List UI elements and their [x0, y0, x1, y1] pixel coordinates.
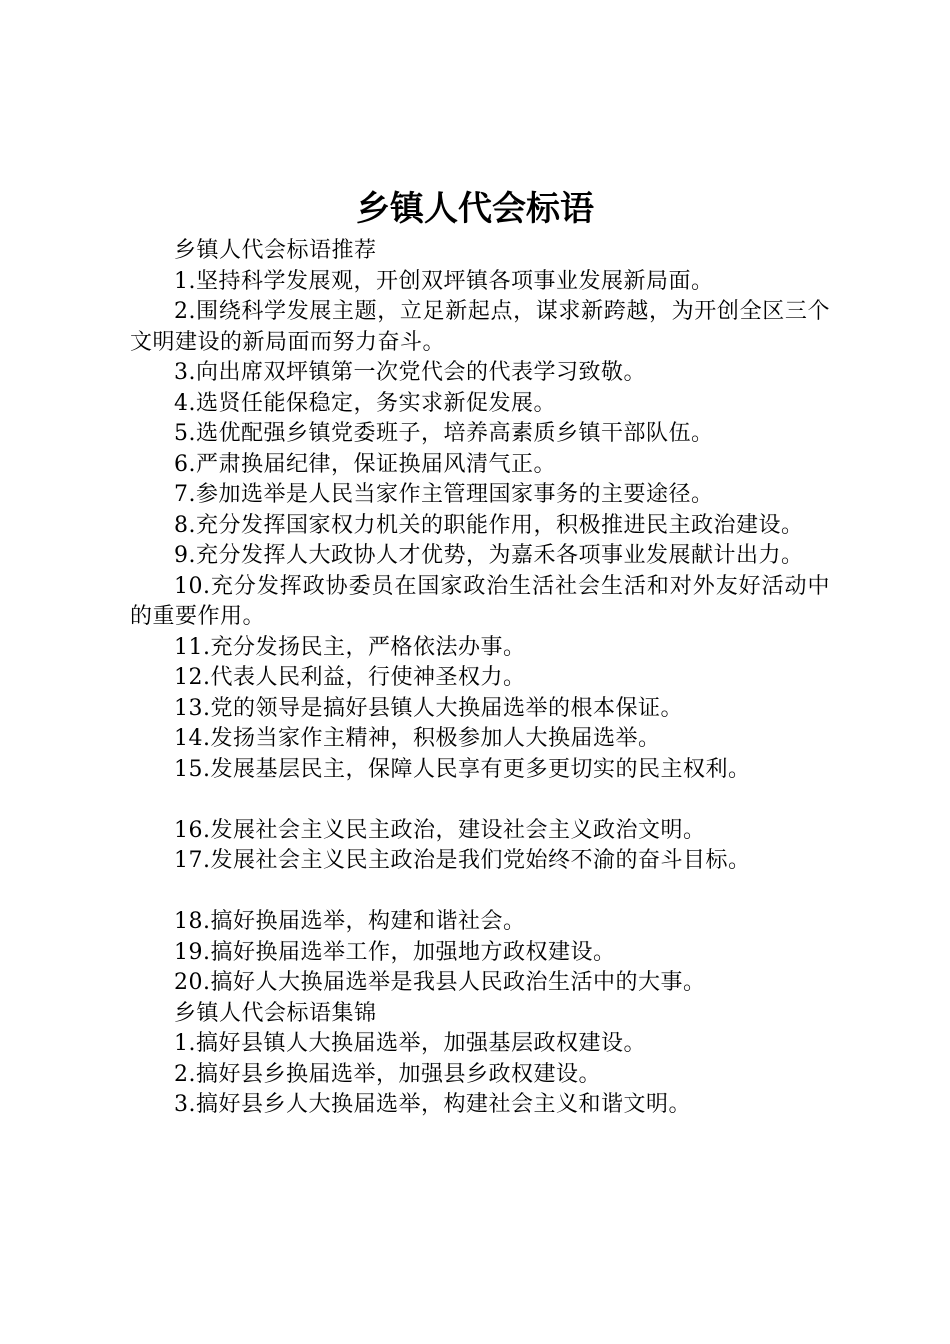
- paragraph: 9.充分发挥人大政协人才优势，为嘉禾各项事业发展献计出力。: [174, 543, 804, 568]
- document-title: 乡镇人代会标语: [356, 189, 594, 229]
- paragraph: 乡镇人代会标语集锦: [174, 1000, 377, 1026]
- paragraph: 15.发展基层民主，保障人民享有更多更切实的民主权利。: [174, 756, 751, 782]
- paragraph: 18.搞好换届选举，构建和谐社会。: [174, 909, 526, 934]
- paragraph: 20.搞好人大换届选举是我县人民政治生活中的大事。: [174, 970, 706, 995]
- paragraph: 13.党的领导是搞好县镇人大换届选举的根本保证。: [174, 695, 683, 721]
- paragraph: 5.选优配强乡镇党委班子，培养高素质乡镇干部队伍。: [174, 421, 714, 446]
- paragraph: 10.充分发挥政协委员在国家政治生活社会生活和对外友好活动中的重要作用。: [130, 573, 830, 629]
- paragraph: 乡镇人代会标语推荐: [174, 238, 377, 263]
- paragraph: 12.代表人民利益，行使神圣权力。: [174, 665, 526, 690]
- paragraph: 19.搞好换届选举工作，加强地方政权建设。: [174, 939, 616, 965]
- document-body: [130, 236, 830, 1121]
- paragraph: 14.发扬当家作主精神，积极参加人大换届选举。: [174, 726, 661, 751]
- paragraph: 1.坚持科学发展观，开创双坪镇各项事业发展新局面。: [174, 268, 714, 294]
- paragraph: 4.选贤任能保稳定，务实求新促发展。: [174, 390, 556, 416]
- paragraph: 6.严肃换届纪律，保证换届风清气正。: [174, 451, 556, 477]
- paragraph: 16.发展社会主义民主政治，建设社会主义政治文明。: [174, 817, 706, 843]
- paragraph: 1.搞好县镇人大换届选举，加强基层政权建设。: [174, 1031, 646, 1056]
- paragraph: 17.发展社会主义民主政治是我们党始终不渝的奋斗目标。: [174, 848, 751, 873]
- paragraph: 2.围绕科学发展主题，立足新起点，谋求新跨越，为开创全区三个文明建设的新局面而努力奋斗。: [130, 299, 830, 355]
- paragraph: 7.参加选举是人民当家作主管理国家事务的主要途径。: [174, 482, 714, 507]
- paragraph: 11.充分发扬民主，严格依法办事。: [174, 634, 526, 660]
- paragraph: 2.搞好县乡换届选举，加强县乡政权建设。: [174, 1061, 601, 1087]
- paragraph: 3.向出席双坪镇第一次党代会的代表学习致敬。: [174, 360, 646, 385]
- paragraph: 3.搞好县乡人大换届选举，构建社会主义和谐文明。: [174, 1092, 691, 1117]
- paragraph: 8.充分发挥国家权力机关的职能作用，积极推进民主政治建设。: [174, 512, 804, 538]
